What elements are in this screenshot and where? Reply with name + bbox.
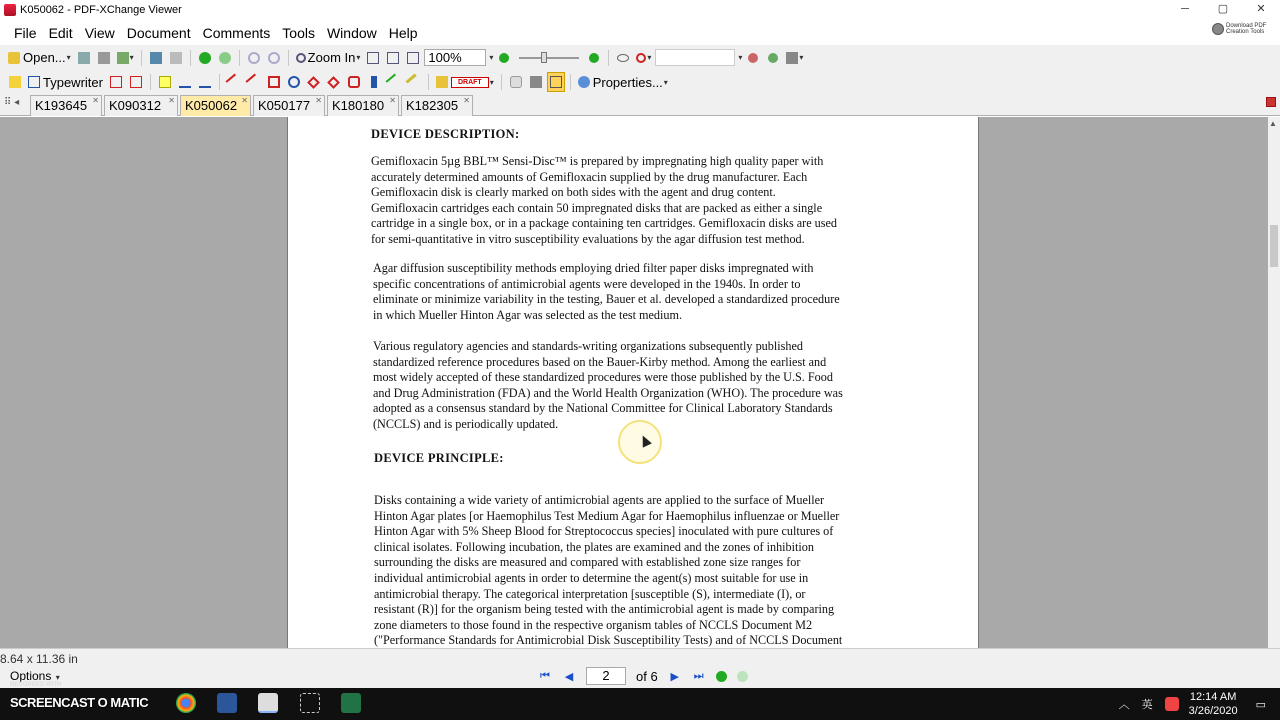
tab-k193645[interactable] <box>30 95 102 116</box>
sogou-icon[interactable] <box>1165 697 1179 711</box>
cloud-icon <box>328 76 341 89</box>
page-navigation <box>538 667 748 685</box>
open-button[interactable] <box>6 48 73 68</box>
show-hidden-icons-icon[interactable]: ︿ <box>1118 699 1130 711</box>
separator <box>570 74 571 90</box>
print-button[interactable] <box>95 48 113 68</box>
text-line: resistant (R)] for the organism being tested with the antimicrobial agent is made by comparing <box>374 602 835 617</box>
paragraph-2 <box>373 261 840 323</box>
text-line: surrounding the disks are measured and compared with established zone size ranges for <box>374 555 801 570</box>
oval-button[interactable] <box>285 72 303 92</box>
hand-icon <box>510 76 522 88</box>
page-dimensions: 8.64 x 11.36 in <box>0 652 78 666</box>
menu-file[interactable]: File <box>14 24 37 41</box>
text-box-icon <box>130 76 142 88</box>
tools-options-button[interactable] <box>784 48 805 68</box>
chrome-icon[interactable] <box>176 693 196 713</box>
text-line: and Drug Administration (FDA) and the World Health Organization (WHO). The procedure was <box>373 385 843 400</box>
separator <box>501 74 502 90</box>
previous-page-button[interactable]: ◀ <box>564 670 574 683</box>
heading-device-principle: DEVICE PRINCIPLE: <box>374 451 504 465</box>
properties-label: Properties... <box>592 74 663 90</box>
separator <box>608 50 609 66</box>
print-icon <box>98 52 110 64</box>
text-line: Various regulatory agencies and standards-writing organizations subsequently published <box>373 339 803 353</box>
ime-indicator[interactable]: 英 <box>1141 699 1153 711</box>
close-document-icon[interactable] <box>1266 97 1276 107</box>
tab-menu-icon[interactable]: ⠿ ◂ <box>4 97 20 108</box>
save-button[interactable] <box>75 48 93 68</box>
typewriter-label: Typewriter <box>43 74 103 90</box>
app-icon <box>4 4 16 16</box>
globe-icon <box>1212 23 1224 35</box>
polygon-icon <box>308 76 321 89</box>
menu-view[interactable]: View <box>84 24 115 41</box>
eye-icon <box>617 54 629 62</box>
notifications-icon[interactable]: ▭ <box>1255 698 1266 711</box>
next-page-button[interactable]: ▶ <box>670 670 679 683</box>
zoom-plus-button[interactable] <box>585 48 603 68</box>
os-taskbar <box>0 682 1280 720</box>
back-icon <box>199 52 211 64</box>
stamp-label: DRAFT <box>451 77 489 88</box>
sticky-note-icon <box>9 76 21 88</box>
pdf-xchange-icon[interactable] <box>258 693 278 713</box>
highlight-text-icon <box>159 76 171 88</box>
hand-tool-button[interactable] <box>507 72 525 92</box>
view-button[interactable] <box>614 48 632 68</box>
text-line: in which Mueller Hinton Agar was selected as the test medium. <box>373 307 683 322</box>
find-previous-button[interactable] <box>744 48 762 68</box>
tab-label: K050062 <box>185 98 238 113</box>
polyline-button[interactable] <box>345 72 363 92</box>
paragraph-4 <box>374 493 842 648</box>
text-line: Gemifloxacin 5µg BBL™ Sensi-Disc™ is prepared by impregnating high quality paper with <box>371 154 824 168</box>
menu-window[interactable]: Window <box>326 24 377 41</box>
underline-icon <box>199 76 211 88</box>
chevron-down-icon: ▾ <box>66 53 71 62</box>
snapshot-button[interactable] <box>527 72 545 92</box>
find-next-button[interactable] <box>764 48 782 68</box>
close-icon[interactable]: ✕ <box>168 96 175 105</box>
oval-icon <box>288 76 300 88</box>
menu-comments[interactable]: Comments <box>202 24 271 41</box>
folder-icon <box>8 52 20 64</box>
clock-time: 12:14 AM <box>1189 691 1237 703</box>
pencil-button[interactable] <box>385 72 403 92</box>
title-bar <box>0 0 1280 20</box>
promo-line-2: Creation Tools <box>1226 29 1265 35</box>
text-box-button[interactable] <box>127 72 145 92</box>
text-line: individual antimicrobial agents in order to determine the agent(s) most suitable for use in <box>374 570 809 585</box>
scroll-up-icon[interactable]: ▲ <box>1269 119 1277 128</box>
typewriter-icon <box>28 76 40 88</box>
go-forward-view-icon[interactable] <box>737 671 748 682</box>
properties-icon <box>578 76 590 88</box>
email-icon <box>117 52 129 64</box>
minus-circle-icon <box>499 53 509 63</box>
tab-label: K193645 <box>35 98 88 113</box>
clock-date: 3/26/2020 <box>1188 705 1238 717</box>
close-icon[interactable]: ✕ <box>92 96 99 105</box>
close-icon[interactable]: ✕ <box>389 96 396 105</box>
text-line: zone diameters to those found in the respective organism tables of NCCLS Document M2 <box>374 617 813 632</box>
select-text-button[interactable] <box>547 72 565 92</box>
callout-button[interactable] <box>107 72 125 92</box>
find-next-icon <box>768 53 778 63</box>
options-label: Options <box>10 669 52 683</box>
system-tray <box>1119 688 1280 720</box>
save-icon <box>78 52 90 64</box>
line-icon <box>246 74 263 91</box>
window-title: K050062 - PDF-XChange Viewer <box>20 4 182 16</box>
zoom-level-input[interactable]: 100% <box>424 49 486 66</box>
separator <box>190 50 191 66</box>
separator <box>141 50 142 66</box>
heading-device-description: DEVICE DESCRIPTION: <box>371 127 520 141</box>
comment-toolbar <box>0 70 1280 95</box>
download-pdf-tools-link[interactable] <box>1212 20 1274 38</box>
text-line: cartridge in a single box, or in a package containing ten cartridges. Gemifloxacin disks are used <box>371 216 838 231</box>
polyline-icon <box>348 76 360 88</box>
close-icon[interactable]: ✕ <box>463 96 470 105</box>
snipping-tool-icon[interactable] <box>300 693 320 713</box>
chevron-down-icon: ▾ <box>356 53 361 62</box>
actual-size-icon <box>367 52 379 64</box>
separator <box>239 50 240 66</box>
fit-page-icon <box>387 52 399 64</box>
fit-width-icon <box>407 52 419 64</box>
find-input[interactable] <box>655 49 735 66</box>
ocr-icon <box>170 52 182 64</box>
ocr-button[interactable] <box>167 48 185 68</box>
fit-width-button[interactable] <box>404 48 422 68</box>
tools-icon <box>786 52 798 64</box>
text-line: antimicrobial therapy. The categorical interpretation [susceptible (S), intermediate (I), or <box>374 586 806 601</box>
tab-k050062[interactable] <box>180 95 251 116</box>
actual-size-button[interactable] <box>364 48 382 68</box>
cloud-button[interactable] <box>325 72 343 92</box>
callout-icon <box>110 76 122 88</box>
back-button[interactable] <box>196 48 214 68</box>
typewriter-button[interactable] <box>26 72 105 92</box>
text-line: Agar diffusion susceptibility methods employing dried filter paper disks impregnated with <box>373 261 814 275</box>
clock[interactable] <box>1189 690 1238 718</box>
highlight-icon <box>636 53 646 63</box>
tab-k090312[interactable] <box>104 95 178 116</box>
text-line: Hinton Agar with 5% Sheep Blood for Streptococcus species] inoculated with pure cultures of <box>374 524 834 539</box>
text-line: Hinton Agar plates [or Haemophilus Test Medium Agar for Haemophilus influenzae or Mueller <box>374 508 840 523</box>
forward-button[interactable] <box>216 48 234 68</box>
recorded-with-label: RECORDED WITH <box>10 682 62 688</box>
menu-edit[interactable]: Edit <box>48 24 73 41</box>
redo-button[interactable] <box>265 48 283 68</box>
select-text-icon <box>550 76 562 88</box>
undo-button[interactable] <box>245 48 263 68</box>
line-button[interactable] <box>245 72 263 92</box>
zoom-in-button[interactable] <box>294 48 363 68</box>
pencil-icon <box>386 74 403 91</box>
minimize-button[interactable]: ─ <box>1181 3 1189 15</box>
tab-k180180[interactable] <box>327 95 399 116</box>
polygon-button[interactable] <box>305 72 323 92</box>
tab-label: K180180 <box>332 98 385 113</box>
separator <box>428 74 429 90</box>
tab-k050177[interactable] <box>253 95 325 116</box>
arrow-icon <box>226 74 243 91</box>
paragraph-3 <box>373 339 843 433</box>
chevron-down-icon[interactable]: ▾ <box>738 53 743 62</box>
forward-icon <box>219 52 231 64</box>
zoom-dropdown-icon[interactable]: ▾ <box>489 53 494 62</box>
scroll-thumb[interactable] <box>1270 225 1278 267</box>
close-button[interactable]: ✕ <box>1256 3 1266 15</box>
menu-help[interactable]: Help <box>388 24 418 41</box>
text-line: Gemifloxacin cartridges each contain 50 impregnated disks that are packed as either a single <box>371 200 823 215</box>
plus-circle-icon <box>589 53 599 63</box>
eraser-icon <box>406 74 423 91</box>
go-back-view-icon[interactable] <box>716 671 727 682</box>
tab-label: K050177 <box>258 98 311 113</box>
vertical-scrollbar[interactable] <box>1268 117 1280 648</box>
separator <box>150 74 151 90</box>
promo-line-1: Download PDF <box>1226 23 1267 29</box>
strikeout-button[interactable] <box>176 72 194 92</box>
tab-label: K090312 <box>109 98 162 113</box>
menu-document[interactable]: Document <box>126 24 191 41</box>
document-viewer[interactable] <box>0 117 1268 648</box>
scan-button[interactable] <box>147 48 165 68</box>
undo-icon <box>248 52 260 64</box>
chevron-down-icon: ▾ <box>799 53 804 62</box>
text-line: ("Performance Standards for Antimicrobial Disk Susceptibility Tests) and of NCCLS Document <box>374 633 843 648</box>
page-number-input[interactable]: 2 <box>586 667 626 685</box>
text-line: eliminate or minimize variability in the testing, Bauer et al. developed a standardized procedure <box>373 292 840 307</box>
text-line: specific concentrations of antimicrobial agents were developed in the 1940s. In order to <box>373 276 801 291</box>
main-toolbar <box>0 45 1280 70</box>
strikeout-icon <box>179 76 191 88</box>
menu-bar <box>0 20 1280 45</box>
pdf-page[interactable] <box>287 117 979 648</box>
menu-tools[interactable]: Tools <box>282 24 315 41</box>
magnifier-icon <box>296 53 306 63</box>
options-button[interactable] <box>10 669 60 683</box>
screencast-watermark <box>0 682 160 720</box>
chevron-down-icon: ▾ <box>647 53 652 62</box>
tab-k182305[interactable] <box>401 95 473 116</box>
stamp-button[interactable] <box>434 72 496 92</box>
open-label: Open... <box>23 50 66 65</box>
tab-label: K182305 <box>406 98 459 113</box>
chevron-down-icon: ▾ <box>55 673 60 682</box>
zoom-in-label: Zoom In <box>307 50 356 65</box>
maximize-button[interactable]: ▢ <box>1217 3 1229 15</box>
text-line: (NCCLS) and is periodically updated. <box>373 416 559 431</box>
pushpin-icon <box>371 76 377 88</box>
rectangle-icon <box>268 76 280 88</box>
highlight-fields-button[interactable] <box>634 48 653 68</box>
page-total: of 6 <box>636 668 658 684</box>
text-line: most widely accepted of these standardized procedures were those published by the U.S. Food <box>373 370 833 385</box>
close-icon[interactable]: ✕ <box>241 96 248 105</box>
text-line: Gemifloxacin disk is clearly marked on both sides with the agent and drug content. <box>371 185 776 200</box>
close-icon[interactable]: ✕ <box>315 96 322 105</box>
fit-page-button[interactable] <box>384 48 402 68</box>
word-icon[interactable] <box>217 693 237 713</box>
excel-icon[interactable] <box>341 693 361 713</box>
chevron-down-icon: ▾ <box>129 53 134 62</box>
chevron-down-icon: ▾ <box>489 77 494 87</box>
highlight-text-button[interactable] <box>156 72 174 92</box>
scan-icon <box>150 52 162 64</box>
window-controls <box>1166 0 1280 20</box>
camera-icon <box>530 76 542 88</box>
redo-icon <box>268 52 280 64</box>
text-line: clinical isolates. Following incubation, the plates are examined and the zones of inhibition <box>374 539 814 554</box>
paragraph-1 <box>371 154 837 248</box>
text-line: Disks containing a wide variety of antimicrobial agents are applied to the surface of Mueller <box>374 493 825 507</box>
status-bar <box>0 648 1280 688</box>
slider-knob[interactable] <box>541 52 547 63</box>
zoom-slider[interactable] <box>519 57 579 59</box>
arrow-button[interactable] <box>225 72 243 92</box>
last-page-button[interactable]: ⏭ <box>693 669 704 682</box>
eraser-button[interactable] <box>405 72 423 92</box>
pushpin-button[interactable] <box>365 72 383 92</box>
text-line: accurately determined amounts of Gemifloxacin supplied by the drug manufacturer. Each <box>371 169 808 184</box>
text-line: for semi-quantitative in vitro susceptibility evaluations by the agar diffusion test method. <box>371 231 805 246</box>
rectangle-button[interactable] <box>265 72 283 92</box>
text-line: adopted as a consensus standard by the National Committee for Clinical Laboratory Standards <box>373 401 833 416</box>
find-prev-icon <box>748 53 758 63</box>
first-page-button[interactable]: ⏮ <box>540 669 550 682</box>
separator <box>288 50 289 66</box>
email-button[interactable] <box>115 48 136 68</box>
separator <box>219 74 220 90</box>
chevron-down-icon: ▾ <box>663 77 668 87</box>
sticky-note-button[interactable] <box>6 72 24 92</box>
screencast-logo: SCREENCAST O MATIC <box>10 695 149 710</box>
zoom-out-button[interactable] <box>495 48 513 68</box>
stamp-icon <box>436 76 448 88</box>
document-tabs <box>0 94 1280 116</box>
text-line: standardized reference procedures based on the Bauer-Kirby method. Among the earliest and <box>373 354 827 369</box>
underline-button[interactable] <box>196 72 214 92</box>
properties-button[interactable] <box>576 72 670 92</box>
